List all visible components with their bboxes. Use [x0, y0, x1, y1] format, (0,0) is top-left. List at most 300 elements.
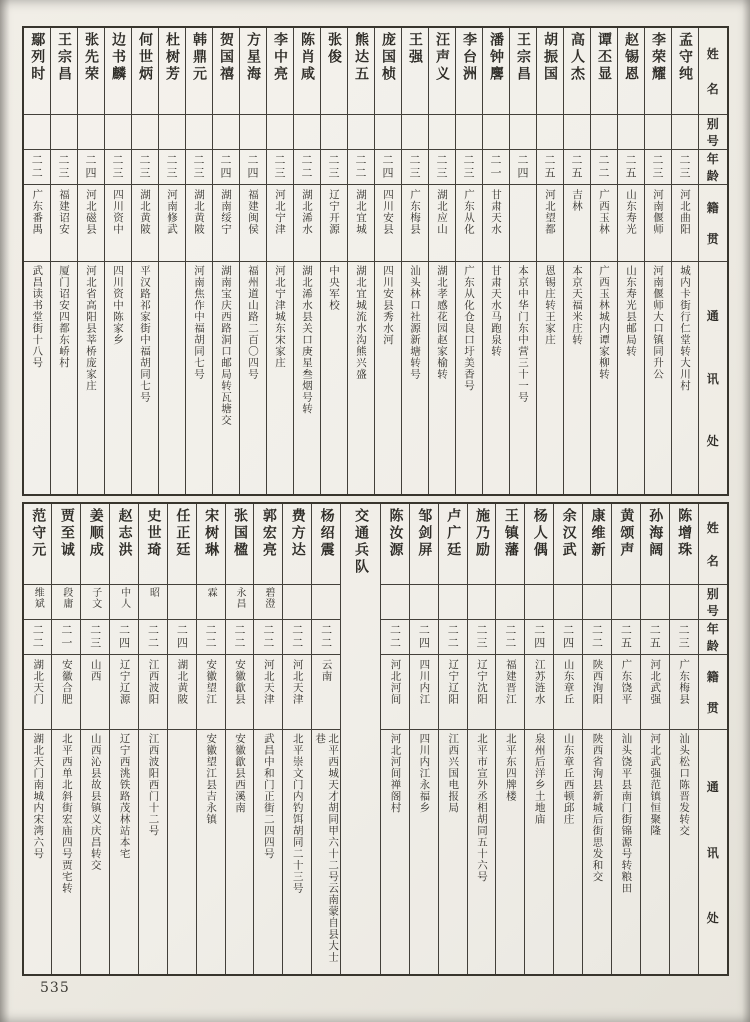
person-age: 二一: [489, 154, 502, 180]
name-cell: [167, 503, 196, 585]
person-age: 二三: [111, 154, 124, 180]
native-cell: [617, 185, 644, 262]
native-cell: [644, 185, 671, 262]
name-cell: [131, 27, 158, 115]
age-cell: [525, 620, 554, 655]
alias-cell: [525, 585, 554, 620]
name-cell: [409, 503, 438, 585]
person-native: 福建晋江: [504, 659, 517, 705]
person-age: 二二: [31, 624, 45, 650]
native-cell: [583, 655, 612, 730]
name-cell: [671, 27, 698, 115]
name-cell: [212, 27, 239, 115]
name-cell: [50, 27, 77, 115]
person-address: 四川内江永福乡: [418, 733, 431, 814]
native-cell: [438, 655, 467, 730]
person-native: 陕西洵阳: [591, 659, 604, 705]
age-cell: [23, 620, 52, 655]
person-address: 汕头林口社源新塘转号: [409, 265, 421, 380]
person-age: 二五: [619, 624, 633, 650]
native-cell: [212, 185, 239, 262]
native-cell: [167, 655, 196, 730]
column-header-age: [698, 620, 728, 655]
top-table: [22, 26, 729, 496]
native-cell: [554, 655, 583, 730]
age-cell: [640, 620, 669, 655]
alias-cell: [640, 585, 669, 620]
age-cell: [563, 150, 590, 185]
name-cell: [455, 27, 482, 115]
age-cell: [23, 150, 50, 185]
native-cell: [409, 655, 438, 730]
alias-cell: [374, 115, 401, 150]
address-cell: [77, 262, 104, 496]
name-cell: [590, 27, 617, 115]
person-native: 山西: [89, 659, 102, 682]
name-cell: [563, 27, 590, 115]
age-cell: [110, 620, 139, 655]
header-char: 通: [706, 309, 719, 324]
native-cell: [266, 185, 293, 262]
alias-cell: [283, 585, 312, 620]
native-cell: [77, 185, 104, 262]
person-address: 江西兴国电报局: [447, 733, 460, 814]
name-cell: [293, 27, 320, 115]
alias-cell: [590, 115, 617, 150]
name-cell: [583, 503, 612, 585]
alias-cell: [52, 585, 81, 620]
alias-cell: [438, 585, 467, 620]
person-native: 湖北浠水: [301, 189, 313, 235]
person-native: 广东饶平: [620, 659, 633, 705]
alias-cell: [467, 585, 496, 620]
person-age: 二五: [543, 154, 556, 180]
age-cell: [104, 150, 131, 185]
alias-cell: [81, 585, 110, 620]
person-native: 四川资中: [112, 189, 124, 235]
person-name: 杨绍震: [318, 508, 335, 559]
person-native: 广东梅县: [409, 189, 421, 235]
person-name: 任正廷: [174, 508, 191, 559]
address-cell: [320, 262, 347, 496]
alias-cell: [644, 115, 671, 150]
person-age: 二四: [417, 624, 431, 650]
person-native: 江西波阳: [147, 659, 160, 705]
person-address: 安徽望江县吉永镇: [205, 733, 218, 825]
name-cell: [347, 27, 374, 115]
alias-cell: [381, 585, 410, 620]
native-cell: [131, 185, 158, 262]
name-cell: [496, 503, 525, 585]
alias-cell: [496, 585, 525, 620]
person-name: 鄢列时: [29, 32, 46, 83]
person-address: 甘肃天水马跑泉转: [490, 265, 502, 357]
person-age: 二四: [532, 624, 546, 650]
person-native: 广西玉林: [598, 189, 610, 235]
header-char: 姓: [706, 47, 719, 62]
address-cell: [158, 262, 185, 496]
person-address: 恩锡庄转王家庄: [544, 265, 556, 346]
native-cell: [320, 185, 347, 262]
person-name: 宋树琳: [203, 508, 220, 559]
address-cell: [312, 730, 341, 976]
header-char: 姓: [706, 521, 719, 536]
person-native: 河北河间: [389, 659, 402, 705]
person-native: 安徽望江: [205, 659, 218, 705]
person-age: 二三: [57, 154, 70, 180]
name-cell: [77, 27, 104, 115]
person-native: 河北武强: [649, 659, 662, 705]
name-cell: [139, 503, 168, 585]
person-age: 二四: [219, 154, 232, 180]
age-cell: [381, 620, 410, 655]
person-age: 二三: [192, 154, 205, 180]
person-native: 湖北黄陂: [193, 189, 205, 235]
native-cell: [110, 655, 139, 730]
address-cell: [225, 730, 254, 976]
name-cell: [525, 503, 554, 585]
person-address: 汕头松口陈晋发转交: [678, 733, 691, 837]
person-name: 韩鼎元: [191, 32, 207, 83]
person-address: 本京天福米庄转: [571, 265, 583, 346]
person-age: 二四: [246, 154, 259, 180]
alias-cell: [225, 585, 254, 620]
alias-cell: [347, 115, 374, 150]
directory-table-bottom: [22, 502, 729, 968]
person-address: 湖北浠水县关口庚星叁烟号转: [301, 265, 313, 415]
person-age: 二二: [204, 624, 218, 650]
header-char: 处: [706, 910, 719, 925]
person-native: 河北宁津: [274, 189, 286, 235]
address-cell: [347, 262, 374, 496]
alias-cell: [50, 115, 77, 150]
alias-cell: [77, 115, 104, 150]
age-cell: [52, 620, 81, 655]
age-cell: [347, 150, 374, 185]
person-name: 费方达: [289, 508, 306, 559]
person-age: 二二: [503, 624, 517, 650]
address-cell: [467, 730, 496, 976]
header-char: 年: [706, 152, 719, 166]
age-cell: [81, 620, 110, 655]
name-cell: [225, 503, 254, 585]
person-name: 庞国桢: [380, 32, 396, 83]
person-native: 四川内江: [418, 659, 431, 705]
age-cell: [554, 620, 583, 655]
person-age: 二三: [408, 154, 421, 180]
person-name: 姜顺成: [87, 508, 104, 559]
alias-cell: [239, 115, 266, 150]
person-native: 安徽合肥: [60, 659, 73, 705]
alias-cell: [293, 115, 320, 150]
alias-cell: [563, 115, 590, 150]
age-cell: [225, 620, 254, 655]
name-cell: [239, 27, 266, 115]
person-alias: 碧澄: [262, 587, 274, 609]
age-cell: [409, 620, 438, 655]
native-cell: [671, 185, 698, 262]
person-age: 二三: [88, 624, 102, 650]
alias-cell: [23, 115, 50, 150]
name-cell: [617, 27, 644, 115]
age-cell: [185, 150, 212, 185]
person-name: 范守元: [30, 508, 47, 559]
name-cell: [23, 27, 50, 115]
age-cell: [167, 620, 196, 655]
header-char: 讯: [706, 371, 719, 386]
address-cell: [104, 262, 131, 496]
person-name: 边书麟: [110, 32, 126, 83]
header-char: 龄: [706, 169, 719, 183]
age-cell: [467, 620, 496, 655]
native-cell: [428, 185, 455, 262]
person-alias: 段庸: [60, 587, 72, 609]
person-address: 北平崇文门内钓饵胡同二十三号: [291, 733, 304, 894]
address-cell: [640, 730, 669, 976]
person-native: 山东章丘: [562, 659, 575, 705]
address-cell: [496, 730, 525, 976]
age-cell: [266, 150, 293, 185]
person-address: 中央军校: [328, 265, 340, 311]
address-cell: [563, 262, 590, 496]
address-cell: [428, 262, 455, 496]
person-age: 二三: [678, 154, 691, 180]
address-cell: [438, 730, 467, 976]
native-cell: [225, 655, 254, 730]
address-cell: [293, 262, 320, 496]
native-cell: [81, 655, 110, 730]
person-name: 王镇藩: [502, 508, 519, 559]
person-name: 郭宏亮: [260, 508, 277, 559]
alias-cell: [167, 585, 196, 620]
column-header-age: [698, 150, 728, 185]
alias-cell: [266, 115, 293, 150]
name-cell: [669, 503, 698, 585]
person-address: 辽宁西洮铁路茂林站本宅: [118, 733, 131, 860]
person-name: 王宗昌: [515, 32, 531, 83]
person-name: 杨人偶: [531, 508, 548, 559]
native-cell: [374, 185, 401, 262]
alias-cell: [455, 115, 482, 150]
header-char: 贯: [706, 232, 719, 246]
age-cell: [428, 150, 455, 185]
person-name: 史世琦: [145, 508, 162, 559]
name-cell: [482, 27, 509, 115]
person-name: 何世炳: [137, 32, 153, 83]
bottom-table: [22, 502, 729, 976]
person-age: 二五: [570, 154, 583, 180]
person-name: 余汉武: [560, 508, 577, 559]
person-address: 北平西单北斜街宏庙四号贾宅转: [60, 733, 73, 894]
name-cell: [283, 503, 312, 585]
address-cell: [212, 262, 239, 496]
alias-cell: [611, 585, 640, 620]
header-char: 别: [706, 587, 719, 601]
age-cell: [669, 620, 698, 655]
address-cell: [611, 730, 640, 976]
person-native: 河北天津: [291, 659, 304, 705]
person-age: 二四: [516, 154, 529, 180]
age-cell: [212, 150, 239, 185]
person-name: 卢广廷: [445, 508, 462, 559]
person-name: 李荣耀: [650, 32, 666, 83]
address-cell: [671, 262, 698, 496]
person-age: 二二: [388, 624, 402, 650]
person-native: 湖北宜城: [355, 189, 367, 235]
address-cell: [139, 730, 168, 976]
person-address: 武昌读书堂街十八号: [31, 265, 44, 369]
person-address: 山东寿光县邮局转: [625, 265, 637, 357]
header-char: 通: [706, 780, 719, 795]
person-age: 二四: [561, 624, 575, 650]
name-cell: [640, 503, 669, 585]
age-cell: [131, 150, 158, 185]
person-name: 康维新: [589, 508, 606, 559]
person-native: 湖北黄陂: [176, 659, 189, 705]
person-native: 广东从化: [463, 189, 475, 235]
address-cell: [266, 262, 293, 496]
name-cell: [438, 503, 467, 585]
age-cell: [401, 150, 428, 185]
person-name: 贾至诚: [58, 508, 75, 559]
person-alias: 维斌: [32, 587, 44, 609]
age-cell: [139, 620, 168, 655]
person-age: 二二: [597, 154, 610, 180]
header-char: 讯: [706, 845, 719, 860]
person-name: 胡振国: [542, 32, 558, 83]
person-name: 赵锡恩: [623, 32, 639, 83]
person-native: 河南偃师: [652, 189, 664, 235]
address-cell: [617, 262, 644, 496]
header-char: 籍: [706, 670, 719, 685]
age-cell: [312, 620, 341, 655]
age-cell: [536, 150, 563, 185]
address-cell: [590, 262, 617, 496]
address-cell: [131, 262, 158, 496]
native-cell: [669, 655, 698, 730]
header-char: 号: [706, 134, 719, 148]
column-header-alias: [698, 585, 728, 620]
person-native: 湖北天门: [32, 659, 45, 705]
name-cell: [196, 503, 225, 585]
header-char: 贯: [706, 700, 719, 715]
person-native: 河北望都: [544, 189, 556, 235]
unit-divider-cell: [341, 503, 381, 975]
person-age: 二三: [462, 154, 475, 180]
person-address: 北平东四牌楼: [504, 733, 517, 802]
header-char: 处: [706, 433, 719, 448]
person-address: 厦门诏安四都东峤村: [58, 265, 70, 369]
native-cell: [185, 185, 212, 262]
person-name: 陈增珠: [676, 508, 693, 559]
person-age: 二四: [117, 624, 131, 650]
header-char: 别: [706, 117, 719, 131]
age-cell: [239, 150, 266, 185]
person-name: 贺国禧: [218, 32, 234, 83]
age-cell: [583, 620, 612, 655]
person-age: 二二: [290, 624, 304, 650]
address-cell: [81, 730, 110, 976]
alias-cell: [185, 115, 212, 150]
name-cell: [110, 503, 139, 585]
native-cell: [158, 185, 185, 262]
person-age: 二二: [590, 624, 604, 650]
address-cell: [409, 730, 438, 976]
age-cell: [320, 150, 347, 185]
name-cell: [467, 503, 496, 585]
native-cell: [239, 185, 266, 262]
person-age: 二五: [648, 624, 662, 650]
person-age: 二四: [381, 154, 394, 180]
native-cell: [381, 655, 410, 730]
name-cell: [185, 27, 212, 115]
age-cell: [438, 620, 467, 655]
header-char: 籍: [706, 201, 719, 215]
person-age: 二四: [84, 154, 97, 180]
person-name: 张国楹: [232, 508, 249, 559]
native-cell: [401, 185, 428, 262]
person-address: 广西玉林城内谭家柳转: [598, 265, 610, 380]
alias-cell: [139, 585, 168, 620]
address-cell: [52, 730, 81, 976]
person-native: 山东寿光: [625, 189, 637, 235]
age-cell: [455, 150, 482, 185]
person-alias: 昭: [147, 587, 159, 598]
alias-cell: [320, 115, 347, 150]
address-cell: [482, 262, 509, 496]
person-age: 二一: [59, 624, 73, 650]
person-age: 二三: [435, 154, 448, 180]
person-name: 王宗昌: [56, 32, 72, 83]
person-age: 二二: [319, 624, 333, 650]
person-age: 二二: [233, 624, 247, 650]
native-cell: [254, 655, 283, 730]
person-name: 赵志洪: [116, 508, 133, 559]
alias-cell: [254, 585, 283, 620]
person-name: 李台洲: [461, 32, 477, 83]
header-char: 年: [706, 622, 719, 636]
native-cell: [293, 185, 320, 262]
person-name: 杜树芳: [164, 32, 180, 83]
alias-cell: [104, 115, 131, 150]
person-age: 二二: [354, 154, 367, 180]
alias-cell: [158, 115, 185, 150]
native-cell: [347, 185, 374, 262]
alias-cell: [669, 585, 698, 620]
age-cell: [509, 150, 536, 185]
age-cell: [374, 150, 401, 185]
person-address: 河北武强范镇恒聚隆: [649, 733, 662, 837]
person-address: 泉州后洋乡土地庙: [533, 733, 546, 825]
person-age: 二三: [138, 154, 151, 180]
column-header-alias: [698, 115, 728, 150]
address-cell: [110, 730, 139, 976]
alias-cell: [409, 585, 438, 620]
person-name: 黄颂声: [618, 508, 635, 559]
person-address: 安徽歙县西溪南: [234, 733, 247, 814]
header-char: 号: [706, 604, 719, 618]
person-age: 二二: [146, 624, 160, 650]
column-header-name: [698, 503, 728, 585]
address-cell: [669, 730, 698, 976]
native-cell: [525, 655, 554, 730]
header-char: 龄: [706, 639, 719, 653]
header-char: 名: [706, 553, 719, 568]
person-age: 二三: [651, 154, 664, 180]
person-name: 孟守纯: [677, 32, 693, 83]
name-cell: [554, 503, 583, 585]
person-address: 北平市宣外丞相胡同五十六号: [476, 733, 489, 883]
